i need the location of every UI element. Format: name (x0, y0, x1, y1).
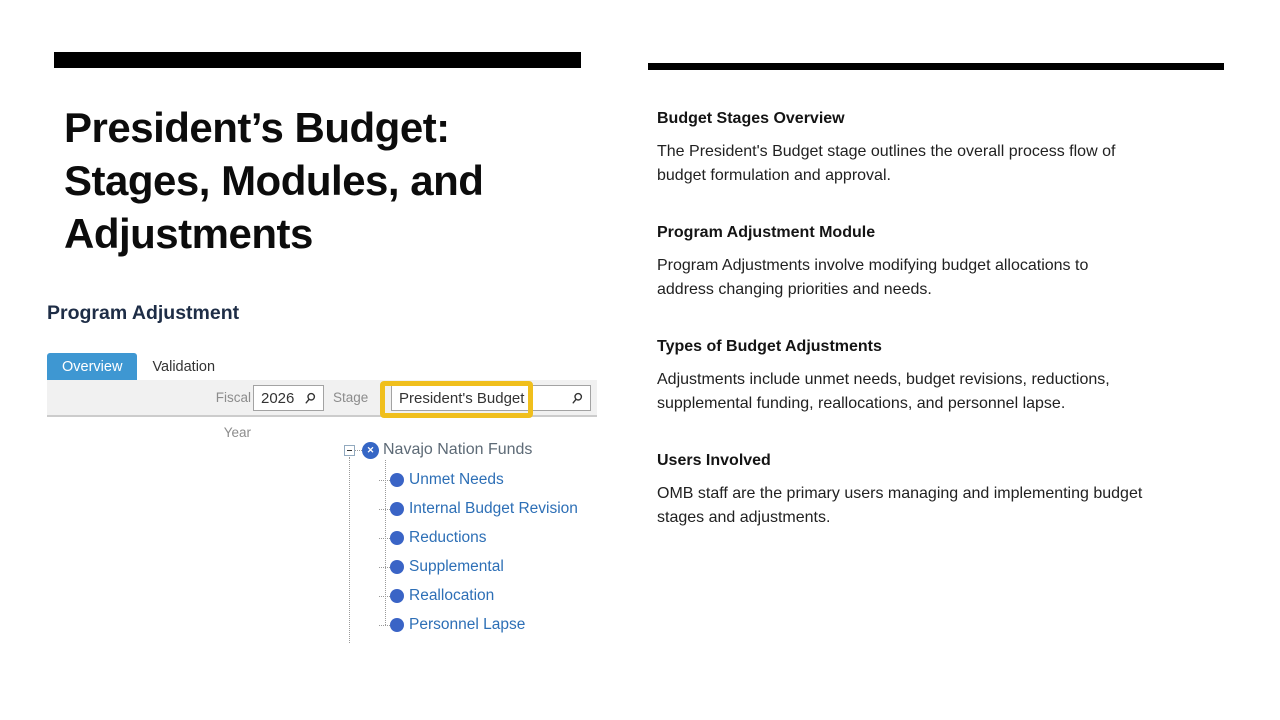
tree-item[interactable] (379, 615, 525, 635)
tree-connector (379, 480, 390, 481)
tree-item-label[interactable]: Reductions (409, 529, 487, 546)
slide-title-line: Adjustments (64, 210, 313, 257)
fiscal-year-value: 2026 (261, 389, 295, 407)
tree-connector (379, 625, 390, 626)
tab-validation[interactable]: Validation (152, 358, 216, 375)
collapse-minus-icon[interactable] (344, 445, 355, 456)
tree-item[interactable] (379, 557, 504, 577)
tree-connector (379, 596, 390, 597)
tree-connector (355, 450, 362, 451)
bullet-icon (390, 589, 404, 603)
section-body-line: Adjustments include unmet needs, budget revisions, reductions, (657, 371, 1110, 388)
section-body-line: stages and adjustments. (657, 509, 831, 526)
tree-item-label[interactable]: Internal Budget Revision (409, 500, 578, 517)
section-heading: Users Involved (657, 452, 771, 469)
fiscal-year-input[interactable] (253, 385, 324, 411)
section-heading: Program Adjustment Module (657, 224, 876, 241)
tree-item-label[interactable]: Unmet Needs (409, 471, 504, 488)
tree-guide-line (349, 457, 350, 643)
stage-value: President's Budget (399, 389, 525, 407)
slide-title (64, 101, 624, 260)
fund-node-icon: ✕ (362, 442, 379, 459)
bullet-icon (390, 473, 404, 487)
fiscal-year-label: Fiscal Year (215, 390, 251, 440)
section-body-line: supplemental funding, reallocations, and personnel lapse. (657, 395, 1066, 412)
tree-item-label[interactable]: Personnel Lapse (409, 616, 526, 633)
section-body-line: OMB staff are the primary users managing and implementing budget (657, 485, 1143, 502)
page-title: Program Adjustment (47, 302, 240, 324)
tree-connector (379, 509, 390, 510)
tab-overview[interactable]: Overview (47, 353, 137, 380)
tree-connector (379, 567, 390, 568)
tree-item[interactable] (379, 470, 504, 490)
bullet-icon (390, 618, 404, 632)
bullet-icon (390, 560, 404, 574)
section-heading: Budget Stages Overview (657, 110, 845, 127)
tree-item-label[interactable]: Supplemental (409, 558, 504, 575)
slide-title-line: Stages, Modules, and (64, 157, 484, 204)
tree-item[interactable] (379, 528, 487, 548)
right-accent-bar (648, 63, 1224, 70)
bullet-icon (390, 502, 404, 516)
section-program-adjustment (657, 224, 1213, 302)
slide-title-line: President’s Budget: (64, 104, 450, 151)
search-icon[interactable] (304, 392, 317, 405)
section-heading: Types of Budget Adjustments (657, 338, 882, 355)
tree-item-label[interactable]: Reallocation (409, 587, 495, 604)
tab-bar (47, 353, 230, 380)
section-budget-stages (657, 110, 1213, 188)
section-body-line: The President's Budget stage outlines the overall process flow of (657, 143, 1116, 160)
section-types-of-adjustments (657, 338, 1213, 416)
section-body-line: address changing priorities and needs. (657, 281, 932, 298)
section-users-involved (657, 452, 1213, 530)
stage-input[interactable] (391, 385, 591, 411)
tree-root-label[interactable]: Navajo Nation Funds (383, 441, 533, 458)
filter-toolbar (47, 380, 597, 440)
stage-label: Stage (333, 390, 369, 405)
section-body-line: budget formulation and approval. (657, 167, 891, 184)
tree-connector (379, 538, 390, 539)
tree-item[interactable] (379, 586, 494, 606)
search-icon[interactable] (571, 392, 584, 405)
tree-item[interactable] (379, 499, 578, 519)
section-body-line: Program Adjustments involve modifying budget allocations to (657, 257, 1089, 274)
left-accent-bar (54, 52, 581, 68)
tree-root-row (344, 441, 532, 459)
bullet-icon (390, 531, 404, 545)
